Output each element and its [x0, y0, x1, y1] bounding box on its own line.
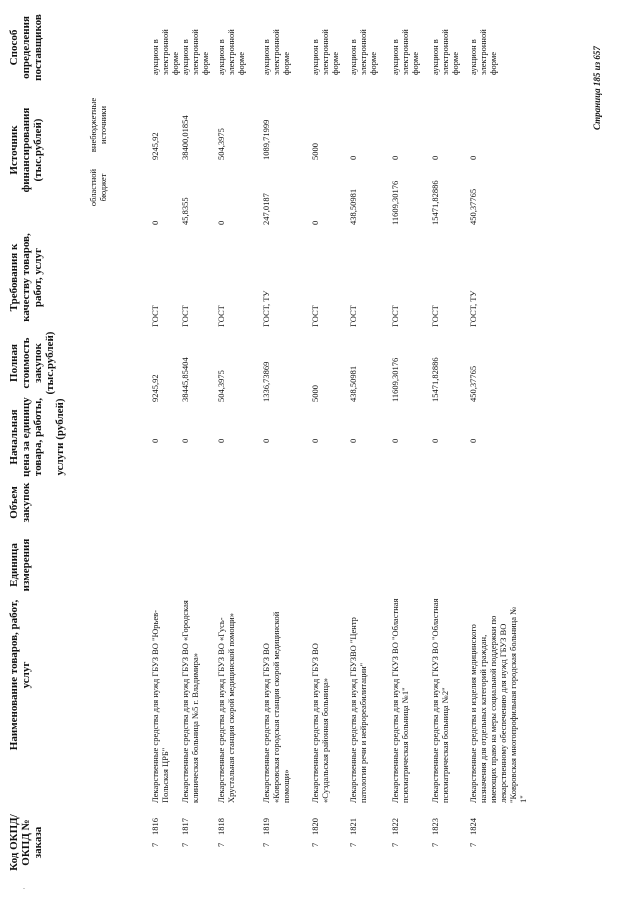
header-fund-offbudget: внебюджетные источники — [88, 97, 108, 153]
header-name: Наименование товаров, работ, услуг — [8, 599, 32, 751]
row-code: 7 — [390, 842, 400, 847]
row-total: 9245,92 — [150, 374, 160, 402]
row-requirements: ГОСТ, ТУ — [468, 290, 478, 327]
header-unit-price-main: Начальная цена за единицу товара, работы, — [8, 397, 44, 477]
row-total: 450,37765 — [468, 365, 478, 402]
header-code: Код ОКПД/ ОКПД № заказа — [8, 814, 44, 871]
row-fund-regional: 0 — [310, 220, 320, 225]
row-name: Лекарственные средства для нужд ГБУЗ ВО «Городская клиническая больница №5 г. Владимира» — [180, 600, 200, 803]
row-number: 1824 — [468, 818, 478, 835]
row-name: Лекарственные средства и изделия медицинского назначения для отдельных категорий граждан, имеющих право на меры социальной поддержки по лекарственному обеспечению для нужд ГБУЗ ВО "Ковровская многопрофильная городская больница № 1" — [468, 606, 528, 803]
row-method: аукцион в электронной форме — [150, 29, 180, 75]
header-total: Полная стоимость закупок (тыс.рублей) — [8, 331, 56, 395]
row-method: аукцион в электронной форме — [430, 29, 460, 75]
row-number: 1822 — [390, 818, 400, 835]
row-requirements: ГОСТ — [216, 305, 226, 327]
row-unit-price: 0 — [348, 438, 358, 443]
row-fund-regional: 45,8355 — [180, 197, 190, 225]
row-requirements: ГОСТ — [180, 305, 190, 327]
row-requirements: ГОСТ — [390, 305, 400, 327]
row-fund-offbudget: 38400,01854 — [180, 115, 190, 160]
row-total: 438,50981 — [348, 365, 358, 402]
row-fund-offbudget: 9245,92 — [150, 132, 160, 160]
row-number: 1823 — [430, 818, 440, 835]
row-unit-price: 0 — [468, 438, 478, 443]
row-fund-offbudget: 0 — [348, 155, 358, 160]
row-fund-offbudget: 5000 — [310, 143, 320, 160]
page-footer: Страница 185 из 657 — [592, 46, 602, 130]
row-code: 7 — [468, 842, 478, 847]
header-unit: Единица измерения — [8, 538, 32, 592]
row-total: 504,3975 — [216, 370, 226, 402]
row-name: Лекарственные средства для нужд ГБУЗ ВО «Ковровская городская станция скорой медицинской помощи» — [261, 611, 291, 803]
row-name: Лекарственные средства для нужд ГБУЗ ВО «Гусь-Хрустальная станция скорой медицинской помощи» — [216, 613, 236, 803]
row-fund-offbudget: 0 — [390, 155, 400, 160]
row-requirements: ГОСТ — [430, 305, 440, 327]
row-fund-offbudget: 504,3975 — [216, 128, 226, 160]
row-number: 1817 — [180, 818, 190, 835]
row-number: 1820 — [310, 818, 320, 835]
row-number: 1819 — [261, 818, 271, 835]
row-unit-price: 0 — [150, 438, 160, 443]
row-code: 7 — [348, 842, 358, 847]
row-total: 38445,85404 — [180, 357, 190, 402]
row-requirements: ГОСТ — [310, 305, 320, 327]
row-name: Лекарственные средства для нужд ГБУЗ ВО "Юрьев-Польская ЦРБ" — [150, 609, 170, 803]
row-code: 7 — [261, 842, 271, 847]
row-method: аукцион в электронной форме — [216, 29, 246, 75]
row-code: 7 — [216, 842, 226, 847]
row-unit-price: 0 — [390, 438, 400, 443]
row-name: Лекарственные средства для нужд ГБУЗ ВО «Суздальская районная больница» — [310, 643, 330, 803]
row-method: аукцион в электронной форме — [310, 29, 340, 75]
row-total: 5000 — [310, 385, 320, 402]
row-fund-regional: 438,50981 — [348, 188, 358, 225]
row-code: 7 — [430, 842, 440, 847]
corner-mark: . — [23, 882, 25, 891]
row-requirements: ГОСТ — [348, 305, 358, 327]
row-number: 1818 — [216, 818, 226, 835]
row-unit-price: 0 — [261, 438, 271, 443]
row-fund-regional: 11609,30176 — [390, 180, 400, 225]
row-method: аукцион в электронной форме — [180, 29, 210, 75]
row-method: аукцион в электронной форме — [390, 29, 420, 75]
row-name: Лекарственные средства для нужд ГКУЗ ВО "Областная психиатрическая больница №2" — [430, 598, 450, 803]
row-requirements: ГОСТ — [150, 305, 160, 327]
header-funding: Источник финансирования (тыс.рублей) — [8, 107, 44, 193]
row-total: 15471,82886 — [430, 357, 440, 402]
row-fund-regional: 450,37765 — [468, 188, 478, 225]
header-method: Способ определения поставщиков — [8, 14, 44, 81]
row-name: Лекарственные средства для нужд ГКУЗ ВО "Областная психиатрическая больница №1" — [390, 598, 410, 803]
row-total: 1336,73869 — [261, 361, 271, 402]
row-method: аукцион в электронной форме — [468, 29, 498, 75]
row-name: Лекарственные средства для нужд ГБУЗВО "Центр патологии речи и нейрореабилитации" — [348, 617, 368, 803]
row-code: 7 — [180, 842, 190, 847]
row-number: 1816 — [150, 818, 160, 835]
row-total: 11609,30176 — [390, 357, 400, 402]
row-fund-regional: 0 — [216, 220, 226, 225]
row-fund-regional: 0 — [150, 220, 160, 225]
row-fund-regional: 247,0187 — [261, 193, 271, 225]
row-method: аукцион в электронной форме — [261, 29, 291, 75]
row-fund-offbudget: 0 — [430, 155, 440, 160]
row-unit-price: 0 — [430, 438, 440, 443]
row-method: аукцион в электронной форме — [348, 29, 378, 75]
row-unit-price: 0 — [216, 438, 226, 443]
header-fund-regional: областной бюджет — [88, 168, 108, 207]
row-requirements: ГОСТ, ТУ — [261, 290, 271, 327]
row-unit-price: 0 — [310, 438, 320, 443]
row-number: 1821 — [348, 818, 358, 835]
header-unit-price — [8, 397, 66, 477]
row-code: 7 — [310, 842, 320, 847]
header-unit-price-sub: услуги (рублей) — [54, 398, 66, 476]
row-fund-offbudget: 1089,71999 — [261, 119, 271, 160]
row-unit-price: 0 — [180, 438, 190, 443]
header-volume: Объем закупок — [8, 482, 32, 523]
row-fund-offbudget: 0 — [468, 155, 478, 160]
header-requirements: Требования к качеству товаров, работ, услуг — [8, 233, 44, 322]
row-code: 7 — [150, 842, 160, 847]
row-fund-regional: 15471,82886 — [430, 180, 440, 225]
